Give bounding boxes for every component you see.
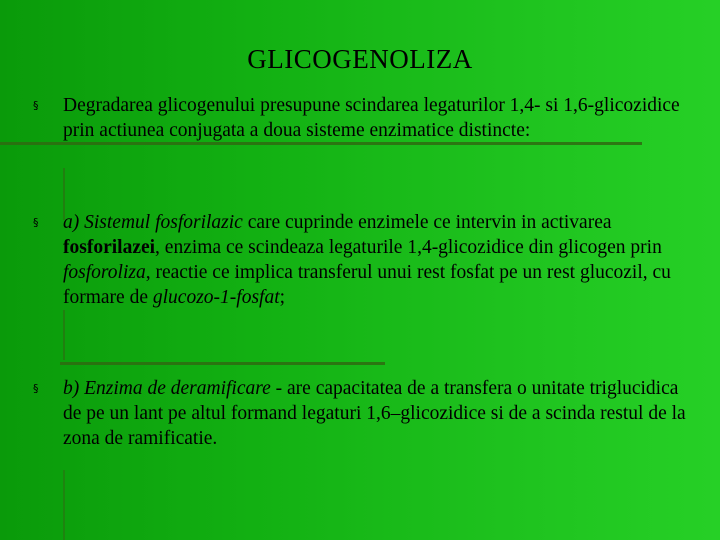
bullet-text-segment: fosforoliza bbox=[63, 262, 146, 283]
bullet-item bbox=[33, 210, 693, 310]
decorative-line bbox=[63, 310, 65, 360]
bullet-item bbox=[33, 93, 693, 143]
decorative-line bbox=[63, 470, 65, 540]
bullet-text-segment: , enzima ce scindeaza legaturile 1,4-glicozidice din glicogen prin bbox=[155, 237, 662, 258]
bullet-marker-icon: § bbox=[33, 216, 39, 229]
bullet-text-segment: fosforilazei bbox=[63, 237, 156, 258]
bullet-text-segment: glucozo-1-fosfat bbox=[152, 287, 280, 308]
bullet-marker-icon: § bbox=[33, 99, 39, 112]
bullet-text-segment: Degradarea glicogenului presupune scindarea legaturilor 1,4- si 1,6-glicozidice prin actiunea conjugata a doua sisteme enzimatice distincte: bbox=[63, 95, 680, 141]
slide-title: GLICOGENOLIZA bbox=[247, 44, 473, 74]
bullet-text bbox=[63, 93, 693, 143]
bullet-text bbox=[63, 376, 693, 451]
bullet-text bbox=[63, 210, 693, 310]
bullet-text-segment: - are capacitatea de a transfera o unitate triglucidica de pe un lant pe altul formand legaturi 1,6–glicozidice si de a scinda restul de la zona de ramificatie. bbox=[63, 378, 686, 449]
bullet-text-segment: a) Sistemul fosforilazic bbox=[63, 212, 243, 233]
decorative-line bbox=[60, 362, 385, 365]
bullet-text-segment: , reactie ce implica transferul unui rest fosfat pe un rest glucozil, cu formare de bbox=[63, 262, 671, 308]
bullet-text-segment: care cuprinde enzimele ce intervin in activarea bbox=[242, 212, 612, 233]
bullet-text-segment: ; bbox=[279, 287, 286, 308]
bullet-item bbox=[33, 376, 693, 451]
bullet-marker-icon: § bbox=[33, 382, 39, 395]
bullet-text-segment: b) Enzima de deramificare bbox=[63, 378, 271, 399]
